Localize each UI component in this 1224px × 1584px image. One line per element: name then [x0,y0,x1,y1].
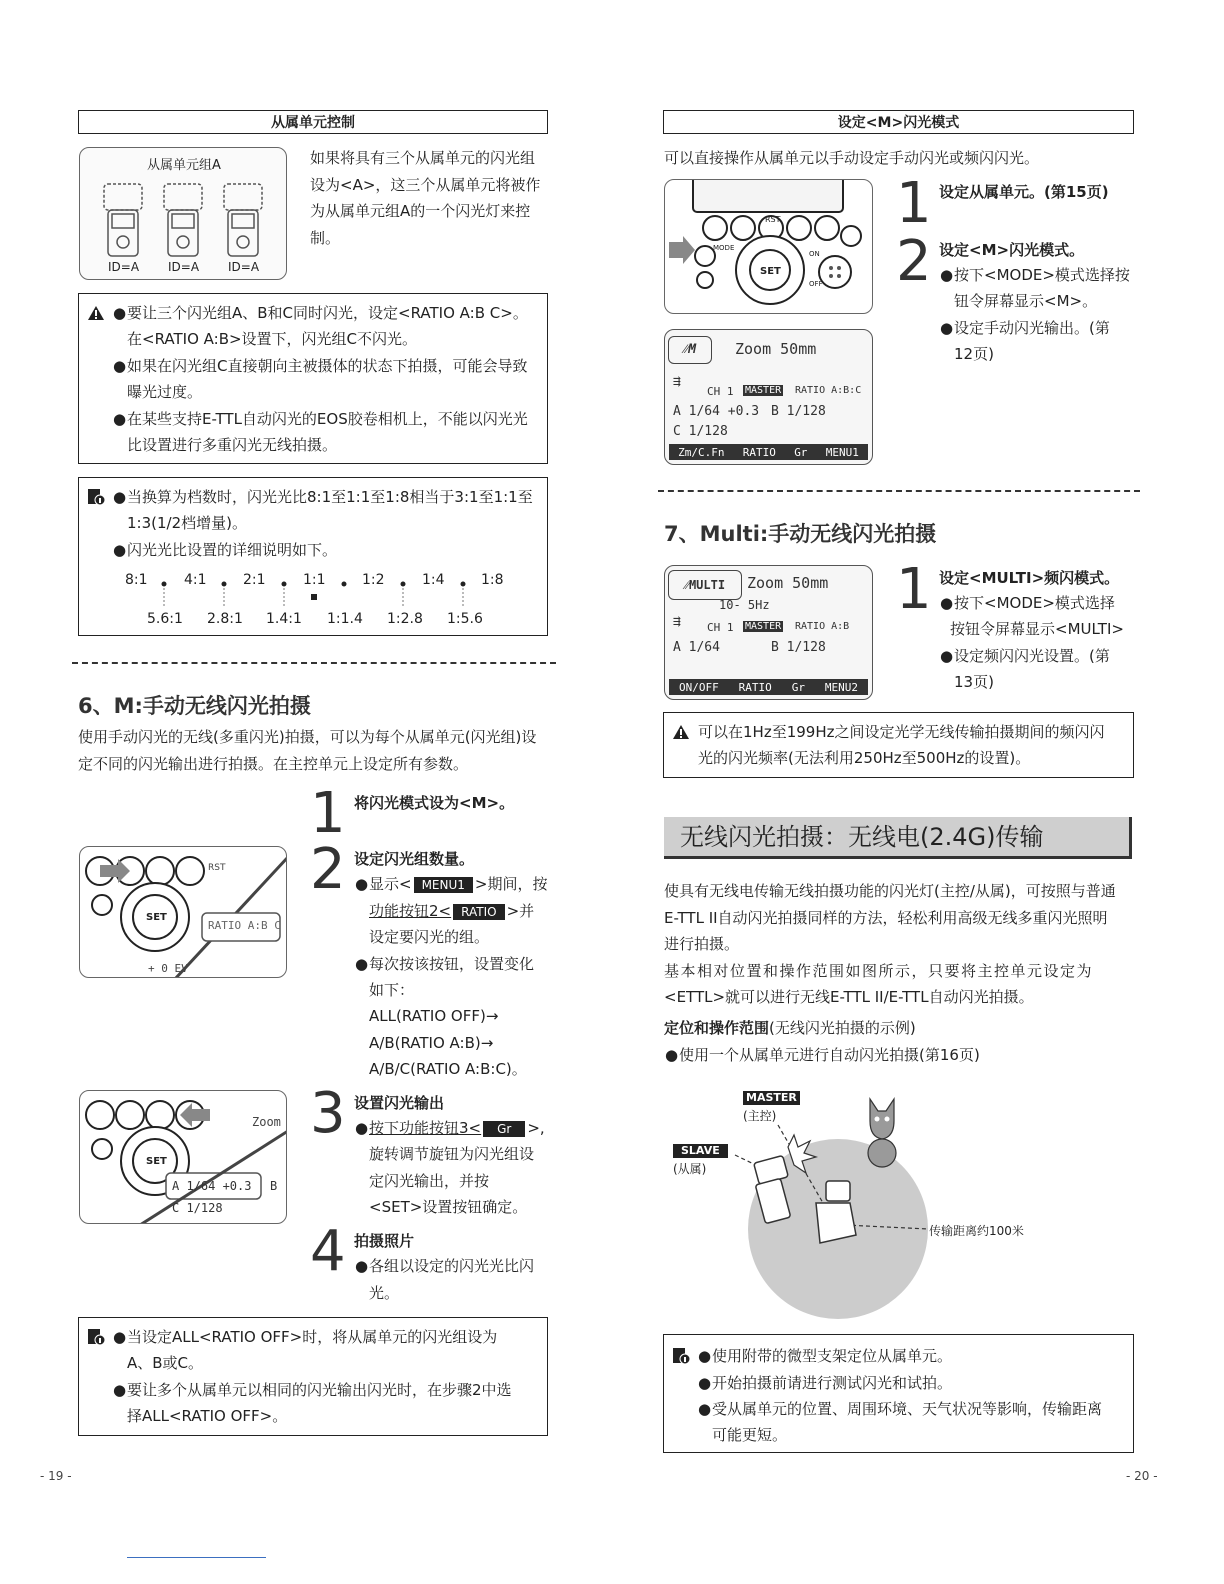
multi-step-1-number: 1 [896,557,932,622]
positioning-heading: 定位和操作范围(无线闪光拍摄的示例) [664,1019,916,1037]
ratio-top: 2:1 [243,572,266,588]
multi-step-bullet: ● 设定频闪闪光设置。(第 [940,647,1110,665]
m-mode-intro: 可以直接操作从属单元以手动设定手动闪光或频闪闪光。 [664,149,1040,167]
slave-group-illustration [79,147,287,280]
step-3-line: <SET>设置按钮确定。 [369,1198,528,1216]
flash-panel-icon [665,180,873,314]
group-a-readout: A 1/64 [673,640,720,655]
channel-readout: CH 1 [707,621,734,634]
note-line: 可能更短。 [712,1426,788,1444]
master-caption: (主控) [743,1109,777,1123]
m-step-bullet: ● 按下<MODE>模式选择按 [940,266,1130,284]
fn-label: Zm/C.Fn [678,445,725,459]
ratio-label: RATIO [453,904,504,920]
slave-caption: (从属) [673,1162,707,1176]
flash-units-icon [80,176,287,266]
warning-bullet: ● 在某些支持E-TTL自动闪光的EOS胶卷相机上，不能以闪光光 [113,410,528,428]
slave-id-1: ID=A [108,260,140,274]
step-2-seq: A/B(RATIO A:B)→ [369,1034,494,1052]
step-4-number: 4 [310,1219,346,1284]
warning-box-2 [663,712,1134,778]
m-step-bullet: ● 设定手动闪光输出。(第 [940,319,1110,337]
slave-tag: SLAVE [673,1144,728,1158]
multi-step-bullet: ● 按下<MODE>模式选择 [940,594,1115,612]
para-line: 进行拍摄。 [664,935,740,953]
ratio-bottom: 1:1.4 [327,611,363,627]
note-icon [87,488,105,506]
warning-line: 光的闪光频率(无法利用250Hz至500Hz的设置)。 [698,749,1031,767]
warning-box-1 [78,293,548,464]
multi-step-1-title: 设定<MULTI>频闪模式。 [939,569,1120,587]
step-3-bullet: ● 按下功能按钮3< Gr >, [355,1119,545,1137]
step-2-line: 如下： [369,981,415,999]
step-2-line: 功能按钮2< RATIO >并 [369,902,535,920]
ratio-top: 1:8 [481,572,504,588]
note-bullet: ● 闪光光比设置的详细说明如下。 [113,541,338,559]
m-step-2-number: 2 [896,229,932,294]
step-2-illustration [79,846,287,978]
step-2-line: 设定要闪光的组。 [369,928,490,946]
fn-label: MENU1 [825,445,859,459]
fn-label: Gr [794,445,808,459]
menu1-label: MENU1 [414,877,473,893]
note-icon [87,1328,105,1346]
svg-text:SET: SET [760,266,781,277]
rst-label: RST [765,215,781,224]
step-2-seq: ALL(RATIO OFF)→ [369,1007,499,1025]
ratio-ticks [120,578,520,608]
lcd-function-bar [669,679,868,695]
wireless-range-diagram [660,1085,1060,1325]
ratio-top: 8:1 [125,572,148,588]
svg-text:SET: SET [146,1156,167,1167]
step-3-number: 3 [310,1081,346,1146]
step-3-title: 设置闪光输出 [354,1094,445,1112]
section-6-intro [78,724,558,777]
step-3-illustration [79,1090,287,1224]
fn-label: ON/OFF [678,680,719,694]
warning-line: 可以在1Hz至199Hz之间设定光学无线传输拍摄期间的频闪闪 [698,723,1105,741]
group-c-readout: C 1/128 [673,424,728,439]
note-line: 择ALL<RATIO OFF>。 [127,1407,288,1425]
master-tag: MASTER [743,1091,800,1105]
positioning-bullet: ● 使用一个从属单元进行自动闪光拍摄(第16页) [665,1046,980,1064]
step-4-title: 拍摄照片 [354,1232,415,1250]
para-line: 设为<A>，这三个从属单元将被作 [310,175,541,194]
slave-control-paragraph [310,145,555,251]
ratio-readout: RATIO A:B:C [795,385,862,396]
intro-line: 使用手动闪光的无线(多重闪光)拍摄，可以为每个从属单元(闪光组)设 [78,728,537,746]
step-4-line: 光。 [369,1284,400,1302]
step-1-title: 将闪光模式设为<M>。 [354,794,515,812]
step-2-number: 2 [310,837,346,902]
multi-step-line: 按钮令屏幕显示<MULTI> [950,620,1124,638]
ratio-top: 1:4 [422,572,445,588]
section-7-title: 7、Multi:手动无线闪光拍摄 [664,522,937,546]
para-line: 为从属单元组A的一个闪光灯来控 [310,202,531,220]
gr-label: Gr [483,1121,525,1137]
fn-label: RATIO [738,680,772,694]
flash-icon: ⁄⁄ [684,578,689,592]
step-1-number: 1 [310,781,346,846]
note-line: A、B或C。 [127,1354,204,1372]
svg-text:SET: SET [146,912,167,923]
mode-indicator: ⁄⁄MULTI [668,570,742,600]
step-3-line: 旋转调节旋钮为闪光组设 [369,1145,535,1163]
step-2-bullet: ● 每次按该按钮，设置变化 [355,955,535,973]
m-mode-panel-illustration [664,179,873,314]
multi-mode-lcd [664,565,873,700]
zoom-readout: Zoom 50mm [735,340,817,358]
para-line: 基本相对位置和操作范围如图所示，只要将主控单元设定为 [664,961,1094,980]
note-bullet: ● 受从属单元的位置、周围环境、天气状况等影响，传输距离 [698,1400,1103,1418]
slave-control-header: 从属单元控制 [78,110,548,134]
ratio-top: 4:1 [184,572,207,588]
step-2-bullet: ● 显示< MENU1 >期间，按 [355,875,548,893]
frequency-readout: 10- 5Hz [719,598,770,612]
warning-icon [672,724,690,740]
multi-step-line: 13页) [954,673,994,691]
m-step-line: 钮令屏幕显示<M>。 [954,292,1098,310]
radio-paragraph [664,878,1139,1011]
wireless-icon: ⇶ [673,614,681,629]
m-step-1-title: 设定从属单元。(第15页) [939,183,1109,201]
ratio-bottom: 5.6:1 [147,611,183,627]
warning-line: 在<RATIO A:B>设置下，闪光组C不闪光。 [127,330,418,348]
step-3-line: 定闪光输出，并按 [369,1172,490,1190]
fn-label: Gr [791,680,805,694]
note-bullet: ● 当设定ALL<RATIO OFF>时，将从属单元的闪光组设为 [113,1328,498,1346]
ratio-bottom: 2.8:1 [207,611,243,627]
section-divider [72,662,556,664]
para-line: 如果将具有三个从属单元的闪光组 [310,149,536,167]
flash-icon: ⁄⁄ [683,342,689,357]
zoom-readout: Zoom 50mm [747,574,829,592]
lcd-function-bar [669,444,868,460]
warning-line: 曝光过度。 [127,383,203,401]
ratio-readout: RATIO A:B [795,621,850,632]
m-step-2-title: 设定<M>闪光模式。 [939,241,1085,259]
on-label: ON [809,250,820,258]
note-box-2 [78,1317,548,1436]
para-line: 制。 [310,228,341,247]
note-box-3 [663,1334,1134,1453]
warning-bullet: ● 要让三个闪光组A、B和C同时闪光，设定<RATIO A:B C>。 [113,304,528,322]
warning-line: 比设置进行多重闪光无线拍摄。 [127,436,338,454]
page-number-left: - 19 - [40,1469,72,1483]
slave-id-3: ID=A [228,260,260,274]
step-4-bullet: ● 各组以设定的闪光光比闪 [355,1257,535,1275]
group-a-output: A 1/64 +0.3 [172,1179,252,1193]
ratio-bottom: 1.4:1 [266,611,302,627]
para-line: <ETTL>就可以进行无线E-TTL II/E-TTL自动闪光拍摄。 [664,988,1034,1006]
rst-text: RST [208,863,226,873]
m-mode-lcd [664,329,873,465]
note-bullet: ● 当换算为档数时，闪光光比8:1至1:1至1:8相当于3:1至1:1至 [113,488,533,506]
para-line: E-TTL II自动闪光拍摄同样的方法，轻松利用高级无线多重闪光照明 [664,908,1108,927]
m-step-1-number: 1 [896,171,932,236]
distance-caption: 传输距离约100米 [929,1224,1024,1238]
wireless-icon: ⇶ [673,374,681,389]
intro-line: 定不同的闪光输出进行拍摄。在主控单元上设定所有参数。 [78,754,469,773]
master-badge: MASTER [745,621,782,632]
group-b-label: B [270,1179,278,1193]
ratio-top: 1:1 [303,572,326,588]
m-mode-header: 设定<M>闪光模式 [663,110,1134,134]
page-number-right: - 20 - [1126,1469,1158,1483]
ev-text: + 0 EV [148,962,188,975]
ratio-top: 1:2 [362,572,385,588]
channel-readout: CH 1 [707,385,734,398]
section-6-title: 6、M:手动无线闪光拍摄 [78,694,311,718]
group-c-output: C 1/128 [172,1201,223,1215]
mode-label: MODE [713,244,735,252]
step-2-title: 设定闪光组数量。 [354,850,475,868]
zoom-text: Zoom [252,1115,281,1129]
m-step-line: 12页) [954,345,994,363]
mode-indicator: ⁄⁄M [668,336,712,364]
ratio-bottom: 1:2.8 [387,611,423,627]
group-b-readout: B 1/128 [771,640,826,655]
para-line: 使具有无线电传输无线拍摄功能的闪光灯(主控/从属)，可按照与普通 [664,882,1116,900]
fn-label: MENU2 [824,680,859,694]
group-a-readout: A 1/64 +0.3 [673,404,760,419]
master-badge: MASTER [745,385,782,396]
ratio-setting-text: RATIO A:B C [208,919,281,932]
section-divider [658,490,1140,492]
radio-section-title: 无线闪光拍摄：无线电(2.4G)传输 [664,817,1132,859]
warning-bullet: ● 如果在闪光组C直接朝向主被摄体的状态下拍摄，可能会导致 [113,357,528,375]
flash-panel-icon [80,847,287,978]
note-bullet: ● 要让多个从属单元以相同的闪光输出闪光时，在步骤2中选 [113,1381,512,1399]
off-label: OFF [809,280,823,288]
note-bullet: ● 使用附带的微型支架定位从属单元。 [698,1347,953,1365]
warning-icon [87,305,105,321]
note-bullet: ● 开始拍摄前请进行测试闪光和试拍。 [698,1374,953,1392]
group-b-readout: B 1/128 [771,404,826,419]
note-icon [672,1347,690,1365]
ratio-bottom: 1:5.6 [447,611,483,627]
note-line: 1:3(1/2档增量)。 [127,514,247,532]
slave-group-label: 从属单元组A [147,158,221,173]
fn-label: RATIO [742,445,776,459]
slave-id-2: ID=A [168,260,200,274]
step-2-seq: A/B/C(RATIO A:B:C)。 [369,1060,527,1078]
footer-rule [127,1557,266,1558]
